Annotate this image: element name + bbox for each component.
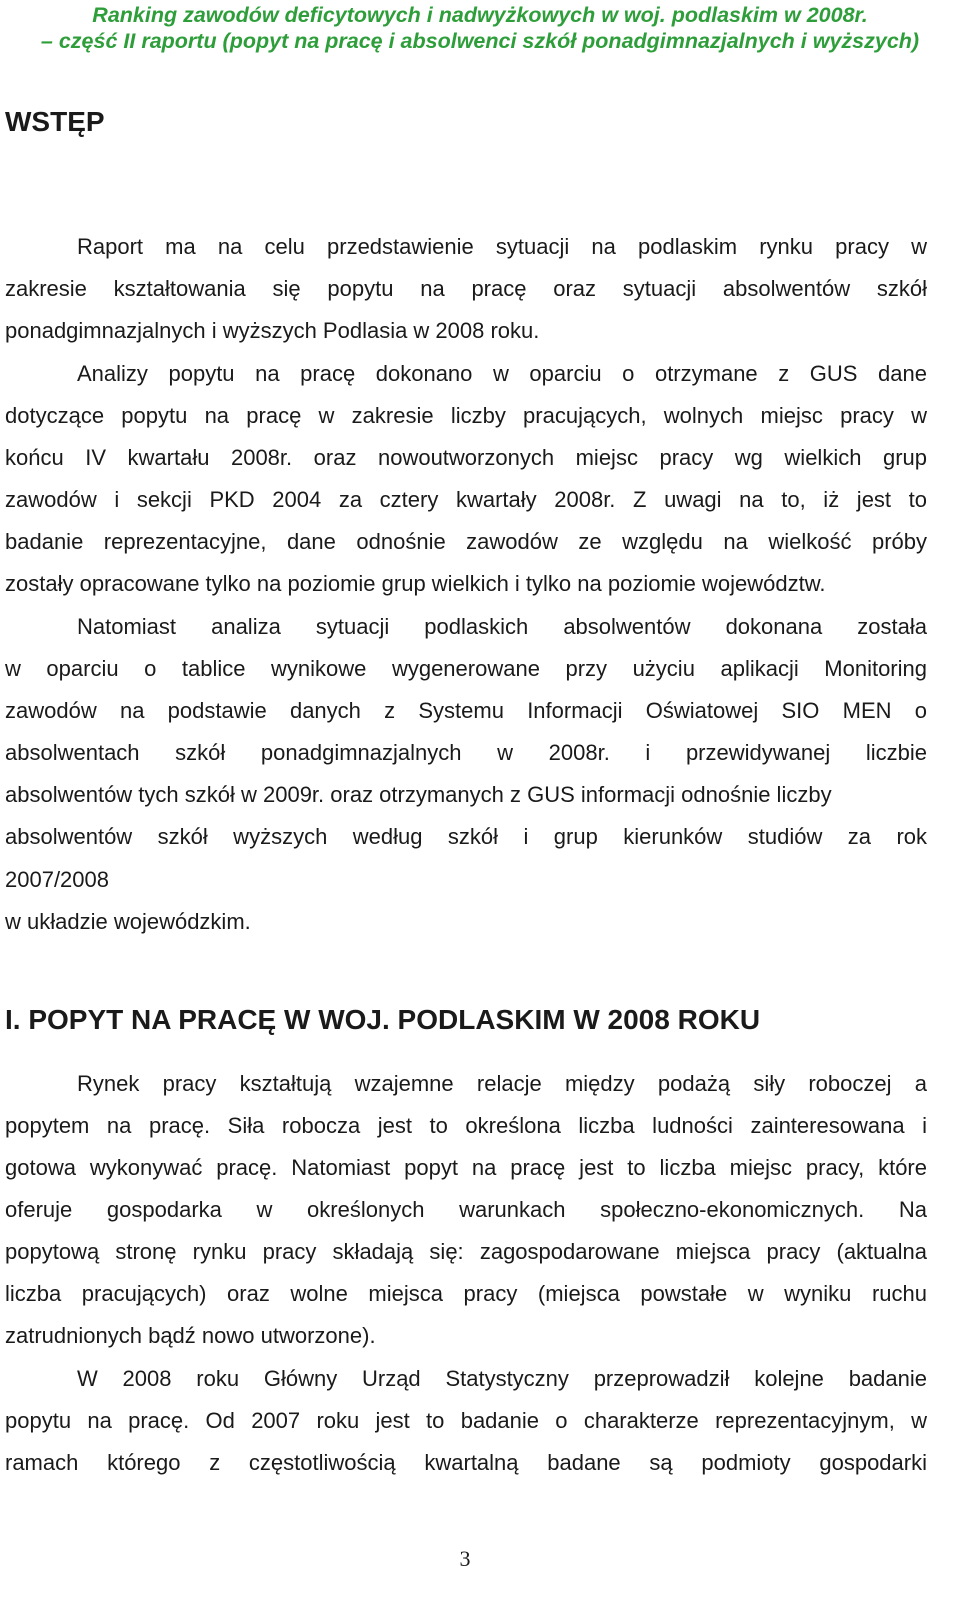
page-number: 3 [459,1546,471,1571]
paragraph-line: absolwentów szkół wyższych według szkół i grup kierunków studiów za rok [5,824,927,849]
paragraph-line: Analizy popytu na pracę dokonano w oparciu o otrzymane z GUS dane [77,361,927,386]
paragraph-line: zakresie kształtowania się popytu na pracę oraz sytuacji absolwentów szkół [5,276,927,301]
paragraph-line: zostały opracowane tylko na poziomie grup wielkich i tylko na poziomie województw. [5,571,826,596]
heading-section-1: I. POPYT NA PRACĘ W WOJ. PODLASKIM W 2008 ROKU [5,1004,761,1035]
paragraph-line: końcu IV kwartału 2008r. oraz nowoutworzonych miejsc pracy wg wielkich grup [5,445,927,470]
paragraph-line: popytem na pracę. Siła robocza jest to określona liczba ludności zainteresowana i [5,1113,927,1138]
paragraph-line: zatrudnionych bądź nowo utworzone). [5,1323,376,1348]
paragraph-line: zawodów na podstawie danych z Systemu Informacji Oświatowej SIO MEN o [5,698,927,723]
paragraph-line: zawodów i sekcji PKD 2004 za cztery kwartały 2008r. Z uwagi na to, iż jest to [5,487,927,512]
paragraph-line: w układzie wojewódzkim. [5,909,251,934]
running-header-title: Ranking zawodów deficytowych i nadwyżkowych w woj. podlaskim w 2008r. [92,3,868,27]
paragraph-line: w oparciu o tablice wynikowe wygenerowane przy użyciu aplikacji Monitoring [5,656,927,681]
paragraph-line: 2007/2008 [5,867,109,892]
paragraph-line: oferuje gospodarka w określonych warunkach społeczno-ekonomicznych. Na [5,1197,927,1222]
paragraph-line: popytową stronę rynku pracy składają się: zagospodarowane miejsca pracy (aktualna [5,1239,927,1264]
running-header-subtitle: – część II raportu (popyt na pracę i absolwenci szkół ponadgimnazjalnych i wyższych) [40,29,920,53]
paragraph-line: W 2008 roku Główny Urząd Statystyczny przeprowadził kolejne badanie [77,1366,927,1391]
paragraph-line: absolwentów tych szkół w 2009r. oraz otrzymanych z GUS informacji odnośnie liczby [5,782,832,807]
paragraph-line: absolwentach szkół ponadgimnazjalnych w 2008r. i przewidywanej liczbie [5,740,927,765]
paragraph-line: Rynek pracy kształtują wzajemne relacje między podażą siły roboczej a [77,1071,927,1096]
heading-introduction: WSTĘP [5,106,105,137]
paragraph-line: dotyczące popytu na pracę w zakresie liczby pracujących, wolnych miejsc pracy w [5,403,927,428]
paragraph-line: Raport ma na celu przedstawienie sytuacji na podlaskim rynku pracy w [77,234,927,259]
paragraph-line: ponadgimnazjalnych i wyższych Podlasia w 2008 roku. [5,318,540,343]
paragraph-line: badanie reprezentacyjne, dane odnośnie zawodów ze względu na wielkość próby [5,529,927,554]
paragraph-line: popytu na pracę. Od 2007 roku jest to badanie o charakterze reprezentacyjnym, w [5,1408,927,1433]
paragraph-line: liczba pracujących) oraz wolne miejsca pracy (miejsca powstałe w wyniku ruchu [5,1281,927,1306]
paragraph-line: ramach którego z częstotliwością kwartalną badane są podmioty gospodarki [5,1450,927,1475]
paragraph-line: Natomiast analiza sytuacji podlaskich absolwentów dokonana została [77,614,927,639]
paragraph-line: gotowa wykonywać pracę. Natomiast popyt na pracę jest to liczba miejsc pracy, które [5,1155,927,1180]
